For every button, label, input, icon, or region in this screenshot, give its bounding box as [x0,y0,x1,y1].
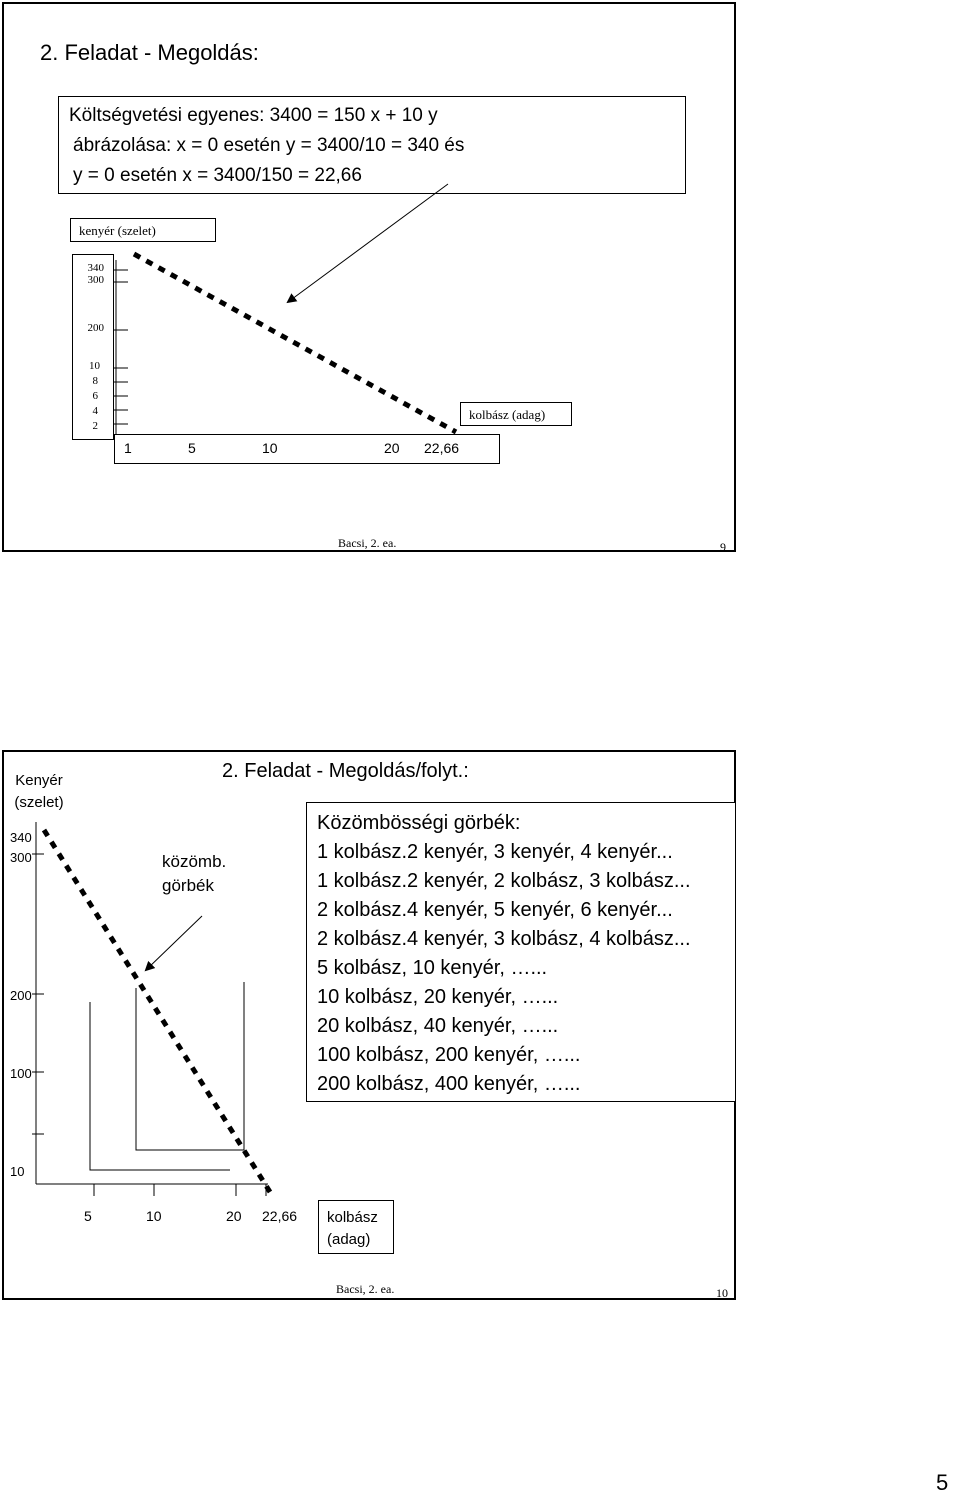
indifference-curve-1 [90,1002,230,1170]
y-tick-4: 4 [92,405,98,417]
y-tick-100-2: 100 [10,1066,32,1081]
y-tick-10-2: 10 [10,1164,25,1179]
y-axis-label: kenyér (szelet) [79,223,156,238]
slide-page-number: 9 [720,540,726,554]
x-axis-label-line-2: (adag) [327,1231,371,1248]
x-tick-10: 10 [262,440,278,456]
budget-constraint-line [134,254,456,432]
y-tick-8: 8 [92,375,98,387]
budget-line-graph [4,4,738,554]
x-tick-1: 1 [124,440,132,456]
callout-arrow-2 [146,916,202,970]
y-tick-6: 6 [92,390,98,402]
x-tick-5-2: 5 [84,1208,92,1224]
y-axis-label-line-2: (szelet) [14,794,64,811]
indifference-line-1: 1 kolbász.2 kenyér, 3 kenyér, 4 kenyér... [317,841,673,863]
slide-title: 2. Feladat - Megoldás: [40,40,259,65]
slide-page-number-2: 10 [716,1286,728,1300]
slide-9 [2,2,736,552]
budget-line-2: ábrázolása: x = 0 esetén y = 3400/10 = 340 és [73,135,465,156]
indifference-line-8: 100 kolbász, 200 kenyér, …... [317,1044,581,1066]
x-tick-20: 20 [384,440,400,456]
indifference-graph [4,752,738,1302]
x-tick-22-66-2: 22,66 [262,1208,298,1224]
budget-constraint-line-2 [44,830,270,1192]
indifference-line-4: 2 kolbász.4 kenyér, 3 kolbász, 4 kolbász... [317,928,691,950]
slide-10 [2,750,736,1300]
slide-title-2: 2. Feladat - Megoldás/folyt.: [222,760,469,782]
slide-footer-2: Bacsi, 2. ea. [336,1282,395,1296]
y-tick-340-2: 340 [10,830,32,845]
curve-label-line-2: görbék [162,876,214,895]
x-axis-label: kolbász (adag) [469,407,546,422]
indifference-line-3: 2 kolbász.4 kenyér, 5 kenyér, 6 kenyér... [317,899,673,921]
indifference-heading: Közömbösségi görbék: [317,812,521,834]
y-tick-200-2: 200 [10,988,32,1003]
y-axis-label-line-1: Kenyér [15,772,63,789]
indifference-curve-2 [136,982,244,1150]
budget-line-1: Költségvetési egyenes: 3400 = 150 x + 10 y [69,105,438,126]
x-tick-20-2: 20 [226,1208,242,1224]
slide-footer: Bacsi, 2. ea. [338,536,397,550]
budget-line-3: y = 0 esetén x = 3400/150 = 22,66 [73,165,362,186]
x-tick-5: 5 [188,440,196,456]
document-page-number: 5 [936,1470,949,1495]
indifference-line-2: 1 kolbász.2 kenyér, 2 kolbász, 3 kolbász... [317,870,691,892]
y-tick-300-2: 300 [10,850,32,865]
indifference-line-7: 20 kolbász, 40 kenyér, …... [317,1015,559,1037]
indifference-line-6: 10 kolbász, 20 kenyér, …... [317,986,559,1008]
y-tick-10: 10 [89,360,100,372]
indifference-line-9: 200 kolbász, 400 kenyér, …... [317,1073,581,1095]
x-tick-10-2: 10 [146,1208,162,1224]
y-tick-2: 2 [92,420,98,432]
x-tick-22-66: 22,66 [424,440,460,456]
x-axis-label-line-1: kolbász [327,1209,378,1226]
y-tick-300: 300 [87,274,104,286]
callout-arrow [288,184,448,302]
curve-label-line-1: közömb. [162,852,227,871]
y-tick-340: 340 [87,262,104,274]
y-tick-200: 200 [87,322,104,334]
indifference-line-5: 5 kolbász, 10 kenyér, …... [317,957,548,979]
